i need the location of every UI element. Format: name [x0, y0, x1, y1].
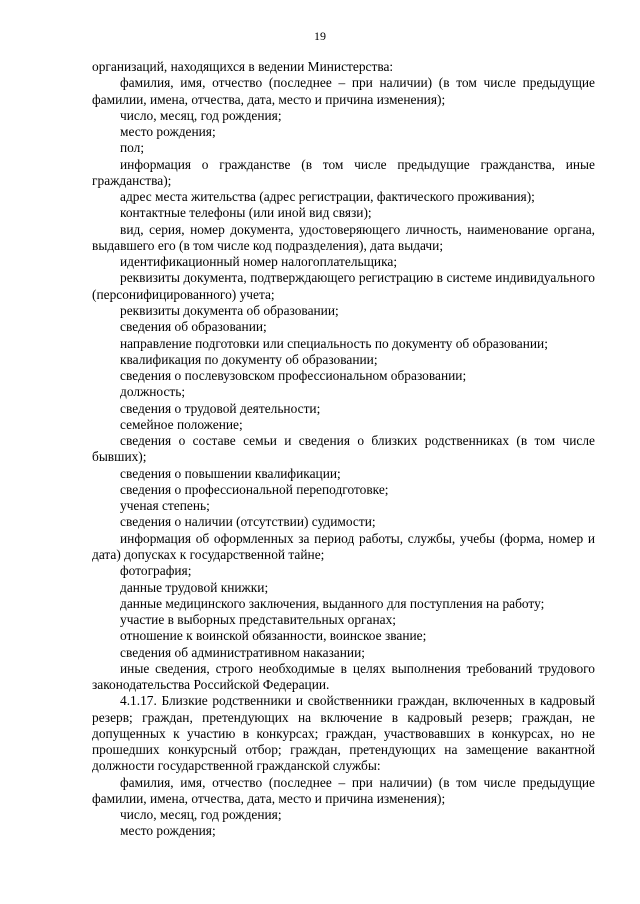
paragraph: идентификационный номер налогоплательщика;: [120, 254, 398, 270]
paragraph: сведения о послевузовском профессиональном образовании;: [120, 368, 467, 384]
paragraph: реквизиты документа об образовании;: [120, 302, 339, 318]
paragraph: сведения об административном наказании;: [120, 644, 365, 660]
paragraph: сведения об образовании;: [120, 319, 267, 335]
paragraph: место рождения;: [120, 823, 216, 839]
paragraph: ученая степень;: [120, 498, 210, 514]
paragraph: организаций, находящихся в ведении Министерства:: [92, 59, 394, 74]
paragraph: иные сведения, строго необходимые в целях выполнения требований трудового законодательства Российской Федерации.: [92, 660, 595, 693]
paragraph: сведения о профессиональной переподготовке;: [120, 481, 389, 497]
paragraph: фамилия, имя, отчество (последнее – при наличии) (в том числе предыдущие фамилии, имена, отчества, дата, место и причина изменения);: [92, 75, 595, 107]
document-body: [92, 59, 595, 840]
paragraph: сведения о повышении квалификации;: [120, 465, 341, 481]
paragraph: квалификация по документу об образовании;: [120, 351, 378, 367]
page-number: 19: [314, 29, 326, 43]
paragraph: сведения о наличии (отсутствии) судимости;: [120, 514, 376, 530]
paragraph: число, месяц, год рождения;: [120, 107, 282, 123]
paragraph: направление подготовки или специальность по документу об образовании;: [120, 335, 548, 351]
paragraph: реквизиты документа, подтверждающего регистрацию в системе индивидуального (персонифицированного) учета;: [92, 270, 595, 302]
paragraph: число, месяц, год рождения;: [120, 807, 282, 823]
paragraph: информация о гражданстве (в том числе предыдущие гражданства, иные гражданства);: [92, 156, 595, 188]
paragraph: семейное положение;: [120, 416, 243, 432]
paragraph: сведения о составе семьи и сведения о близких родственниках (в том числе бывших);: [92, 433, 595, 465]
paragraph: отношение к воинской обязанности, воинское звание;: [120, 628, 427, 644]
paragraph: место рождения;: [120, 124, 216, 140]
paragraph: контактные телефоны (или иной вид связи);: [120, 205, 372, 221]
paragraph: данные медицинского заключения, выданного для поступления на работу;: [120, 595, 545, 611]
paragraph: фотография;: [120, 563, 192, 579]
paragraph: должность;: [120, 384, 186, 400]
paragraph: данные трудовой книжки;: [120, 579, 269, 595]
paragraph: 4.1.17. Близкие родственники и свойственники граждан, включенных в кадровый резерв; граждан, претендующих на включение в кадровый резерв; граждан, не допущенных к участию в конкурсах; граждан, участвовавших в конкурсах, но не прошедших конкурсный отбор; граждан, претендующих на замещение вакантной должности государственной гражданской службы:: [92, 693, 595, 774]
paragraph: пол;: [120, 140, 145, 156]
paragraph: участие в выборных представительных органах;: [120, 612, 396, 628]
paragraph: адрес места жительства (адрес регистрации, фактического проживания);: [120, 189, 535, 205]
paragraph: фамилия, имя, отчество (последнее – при наличии) (в том числе предыдущие фамилии, имена, отчества, дата, место и причина изменения);: [92, 774, 595, 806]
paragraph: вид, серия, номер документа, удостоверяющего личность, наименование органа, выдавшего его (в том числе код подразделения), дата выдачи;: [92, 221, 595, 253]
paragraph: сведения о трудовой деятельности;: [120, 400, 321, 416]
paragraph: информация об оформленных за период работы, службы, учебы (форма, номер и дата) допусках к государственной тайне;: [92, 530, 595, 562]
